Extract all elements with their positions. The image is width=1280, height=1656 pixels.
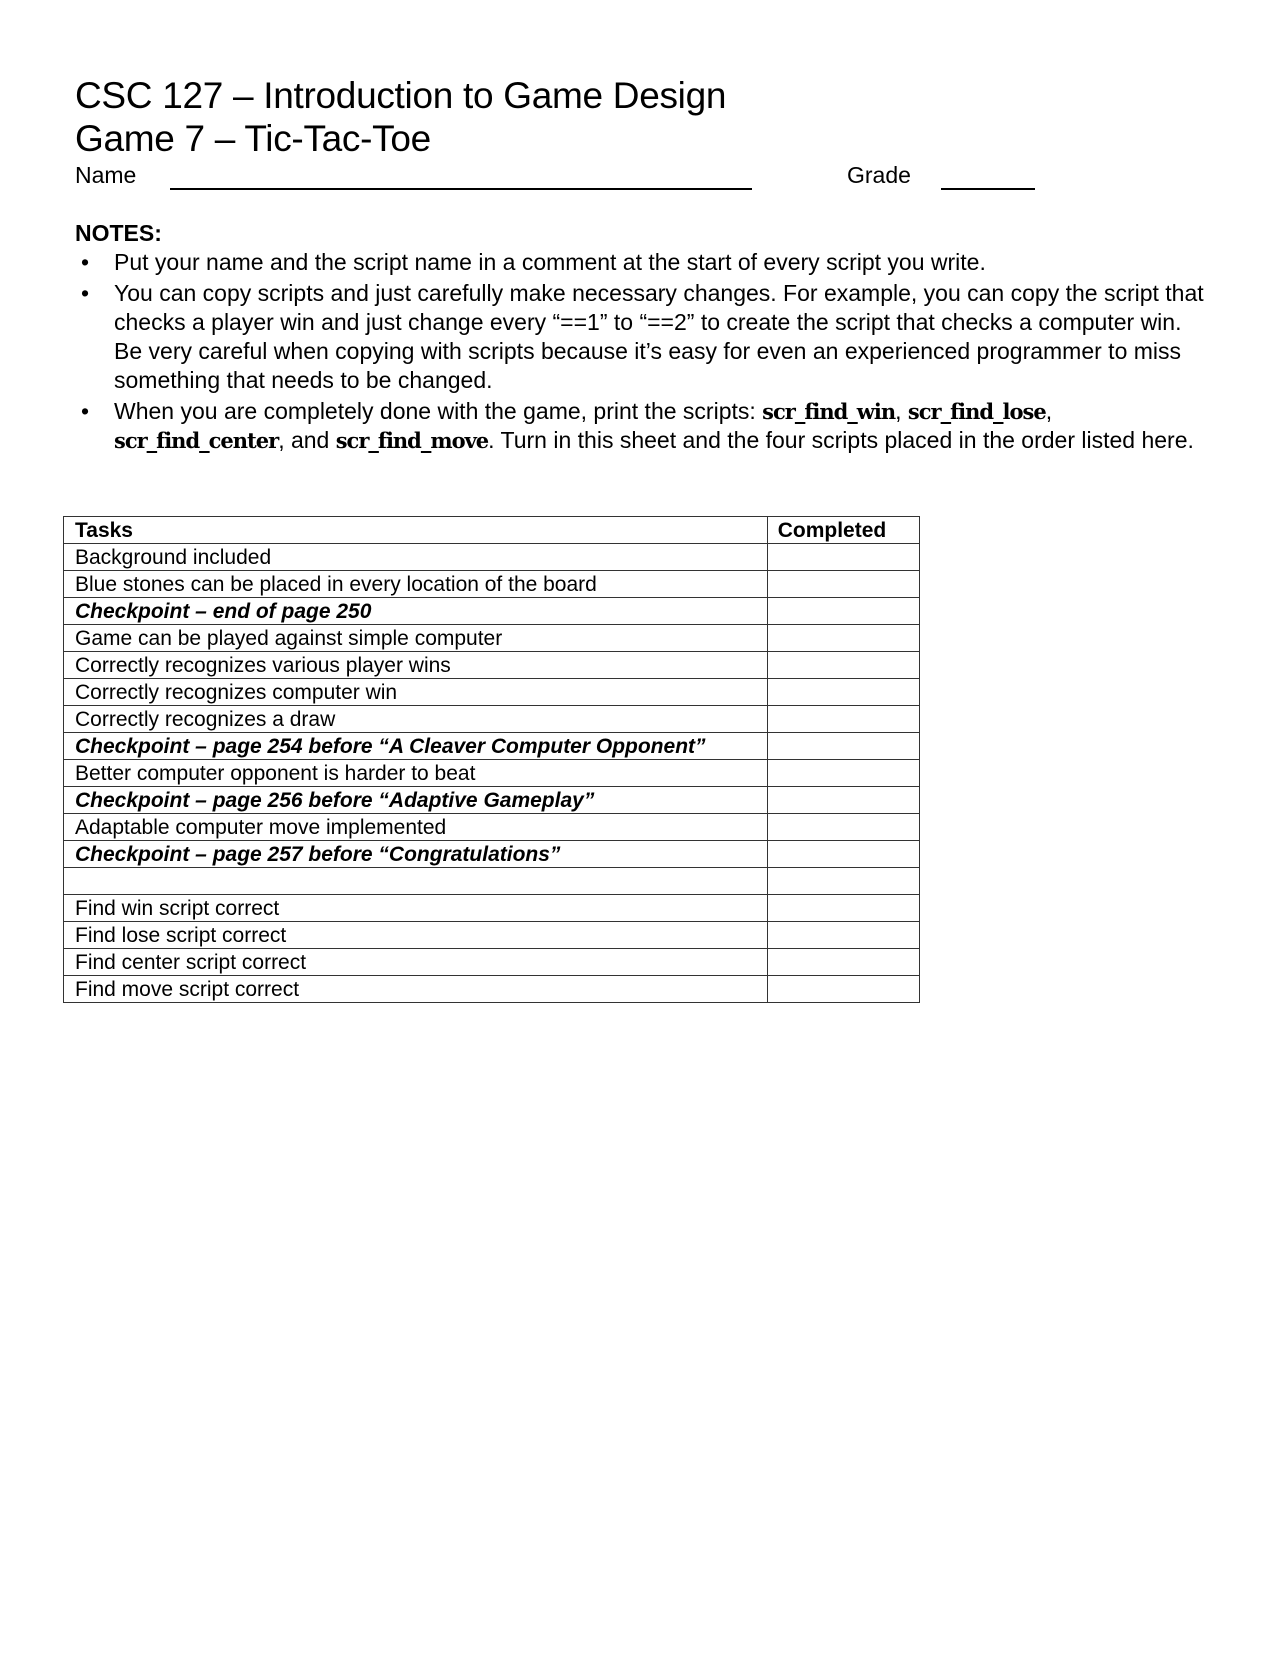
task-cell: Checkpoint – page 254 before “A Cleaver Computer Opponent” [64, 733, 768, 760]
completed-cell[interactable] [767, 922, 919, 949]
task-cell: Correctly recognizes computer win [64, 679, 768, 706]
note-item [75, 248, 1205, 277]
completed-cell[interactable] [767, 706, 919, 733]
checkpoint-row [64, 787, 920, 814]
table-row [64, 544, 920, 571]
task-cell: Background included [64, 544, 768, 571]
task-cell: Find center script correct [64, 949, 768, 976]
table-row [64, 895, 920, 922]
completed-cell[interactable] [767, 679, 919, 706]
table-row [64, 625, 920, 652]
page-title: CSC 127 – Introduction to Game Design [75, 75, 727, 116]
checkpoint-row [64, 841, 920, 868]
task-cell: Checkpoint – end of page 250 [64, 598, 768, 625]
completed-cell[interactable] [767, 652, 919, 679]
script-name-find-win: scr_find_win [762, 399, 896, 424]
completed-cell[interactable] [767, 760, 919, 787]
table-row [64, 652, 920, 679]
notes-heading: NOTES: [75, 220, 162, 246]
bullet-icon: • [80, 398, 90, 424]
table-row [64, 976, 920, 1003]
task-cell: Adaptable computer move implemented [64, 814, 768, 841]
separator: , [1045, 398, 1053, 424]
task-cell: Find win script correct [64, 895, 768, 922]
table-row [64, 571, 920, 598]
grade-field[interactable] [941, 188, 1035, 190]
completed-cell[interactable] [767, 544, 919, 571]
task-cell: Game can be played against simple computer [64, 625, 768, 652]
task-cell: Checkpoint – page 256 before “Adaptive Gameplay” [64, 787, 768, 814]
table-row [64, 706, 920, 733]
notes-list [75, 248, 1205, 457]
task-cell: Find lose script correct [64, 922, 768, 949]
bullet-icon: • [80, 280, 90, 306]
table-row [64, 922, 920, 949]
note-text-suffix: . Turn in this sheet and the four scripts placed in the order listed here. [488, 427, 1194, 453]
task-cell: Blue stones can be placed in every location of the board [64, 571, 768, 598]
note-text: Put your name and the script name in a comment at the start of every script you write. [114, 249, 986, 275]
completed-cell[interactable] [767, 949, 919, 976]
checkpoint-row [64, 733, 920, 760]
note-text: You can copy scripts and just carefully make necessary changes. For example, you can copy the script that checks a player win and just change every “==1” to “==2” to create the script that checks a computer win. Be very careful when copying with scripts because it’s easy for even an experienced programmer to miss something that needs to be changed. [114, 280, 1204, 393]
completed-cell[interactable] [767, 787, 919, 814]
separator: , [895, 398, 908, 424]
name-field[interactable] [170, 188, 752, 190]
script-name-find-lose: scr_find_lose [907, 399, 1046, 424]
checkpoint-row [64, 598, 920, 625]
name-label: Name [75, 162, 137, 188]
grade-label: Grade [847, 162, 911, 188]
task-cell [64, 868, 768, 895]
table-row [64, 679, 920, 706]
table-row [64, 760, 920, 787]
table-row [64, 949, 920, 976]
page-subtitle: Game 7 – Tic-Tac-Toe [75, 118, 431, 159]
script-name-find-move: scr_find_move [335, 428, 489, 453]
completed-cell[interactable] [767, 814, 919, 841]
tasks-table [63, 516, 920, 1003]
table-header-row [64, 517, 920, 544]
script-name-find-center: scr_find_center [114, 428, 279, 453]
completed-cell[interactable] [767, 733, 919, 760]
table-row [64, 814, 920, 841]
completed-cell[interactable] [767, 895, 919, 922]
note-item [75, 279, 1205, 395]
completed-cell[interactable] [767, 868, 919, 895]
completed-cell[interactable] [767, 841, 919, 868]
header-tasks: Tasks [64, 517, 768, 544]
task-cell: Better computer opponent is harder to beat [64, 760, 768, 787]
completed-cell[interactable] [767, 571, 919, 598]
completed-cell[interactable] [767, 598, 919, 625]
task-cell: Correctly recognizes various player wins [64, 652, 768, 679]
task-cell: Correctly recognizes a draw [64, 706, 768, 733]
completed-cell[interactable] [767, 976, 919, 1003]
task-cell: Checkpoint – page 257 before “Congratulations” [64, 841, 768, 868]
task-cell: Find move script correct [64, 976, 768, 1003]
bullet-icon: • [80, 249, 90, 275]
completed-cell[interactable] [767, 625, 919, 652]
note-item [75, 397, 1205, 455]
header-completed: Completed [767, 517, 919, 544]
table-row [64, 868, 920, 895]
note-text-prefix: When you are completely done with the game, print the scripts: [114, 398, 763, 424]
separator: , and [278, 427, 336, 453]
